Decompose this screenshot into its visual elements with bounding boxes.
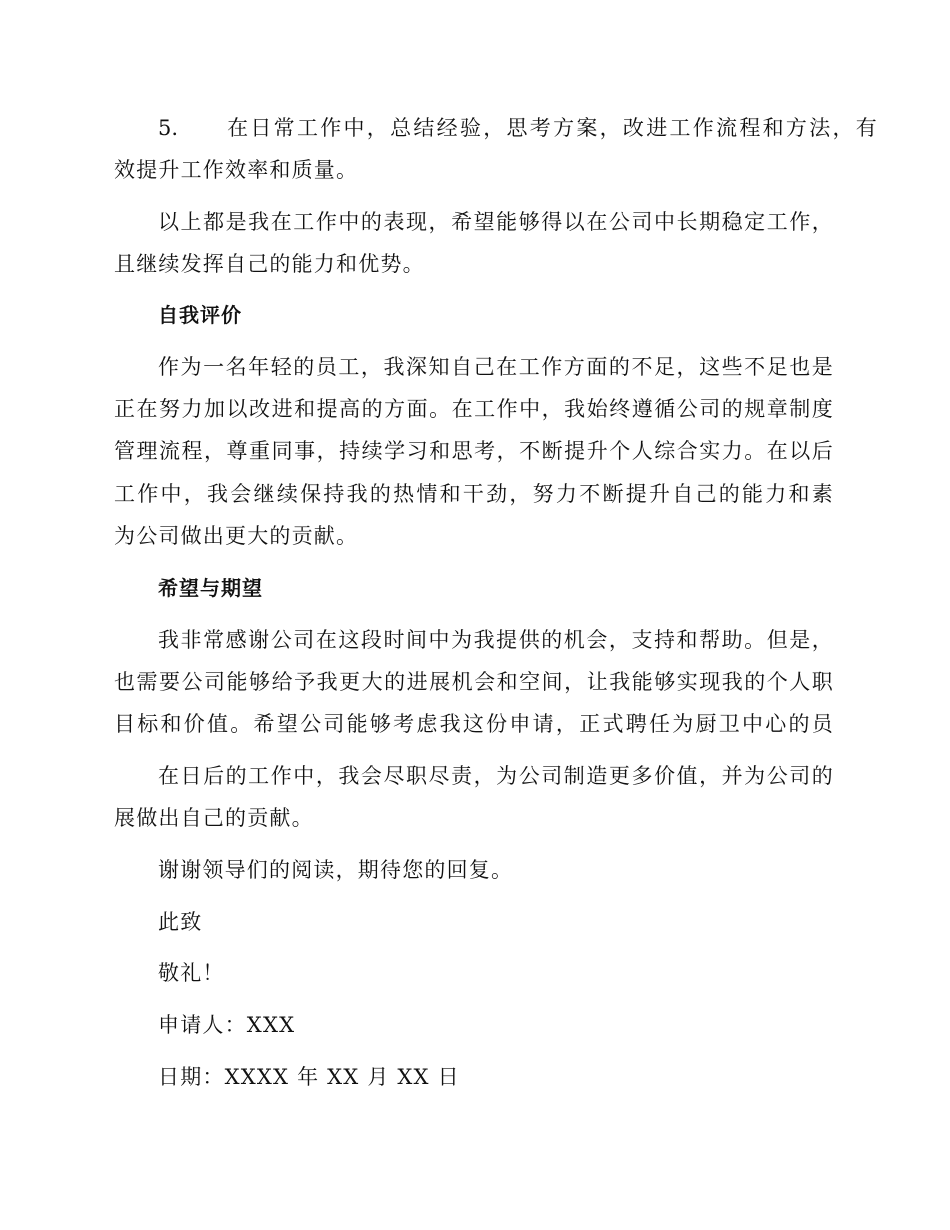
hopes-p1-line-2: 也需要公司能够给予我更大的进展机会和空间，让我能够实现我的个人职 (114, 670, 834, 694)
self-eval-line-1: 作为一名年轻的员工，我深知自己在工作方面的不足，这些不足也是 (158, 355, 834, 379)
self-eval-line-3: 管理流程，尊重同事，持续学习和思考，不断提升个人综合实力。在以后 (114, 439, 834, 463)
closing-salutation: 此致 (158, 910, 203, 934)
section-heading-hopes: 希望与期望 (158, 576, 263, 600)
hopes-p1-line-1: 我非常感谢公司在这段时间中为我提供的机会，支持和帮助。但是， (158, 628, 834, 652)
summary-line-1: 以上都是我在工作中的表现，希望能够得以在公司中长期稳定工作， (158, 210, 834, 234)
application-date: 日期：XXXX 年 XX 月 XX 日 (158, 1065, 460, 1089)
section-heading-self-evaluation: 自我评价 (158, 303, 242, 327)
summary-line-2: 且继续发挥自己的能力和优势。 (114, 252, 425, 276)
applicant-name: 申请人：XXX (158, 1013, 296, 1037)
self-eval-line-2: 正在努力加以改进和提高的方面。在工作中，我始终遵循公司的规章制度 (114, 397, 834, 421)
item-5-line-1: 5. 在日常工作中，总结经验，思考方案，改进工作流程和方法，有 (158, 111, 878, 145)
hopes-p1-line-3: 目标和价值。希望公司能够考虑我这份申请，正式聘任为厨卫中心的员 (114, 712, 834, 736)
closing-thanks: 谢谢领导们的阅读，期待您的回复。 (158, 858, 514, 882)
item-5-line-2: 效提升工作效率和质量。 (114, 158, 359, 182)
hopes-p2-line-2: 展做出自己的贡献。 (114, 806, 314, 830)
self-eval-line-5: 为公司做出更大的贡献。 (114, 524, 359, 548)
closing-regards: 敬礼！ (158, 961, 225, 985)
item-5-number: 5. (158, 116, 179, 140)
hopes-p2-line-1: 在日后的工作中，我会尽职尽责，为公司制造更多价值，并为公司的 (158, 764, 834, 788)
self-eval-line-4: 工作中，我会继续保持我的热情和干劲，努力不断提升自己的能力和素 (114, 482, 834, 506)
